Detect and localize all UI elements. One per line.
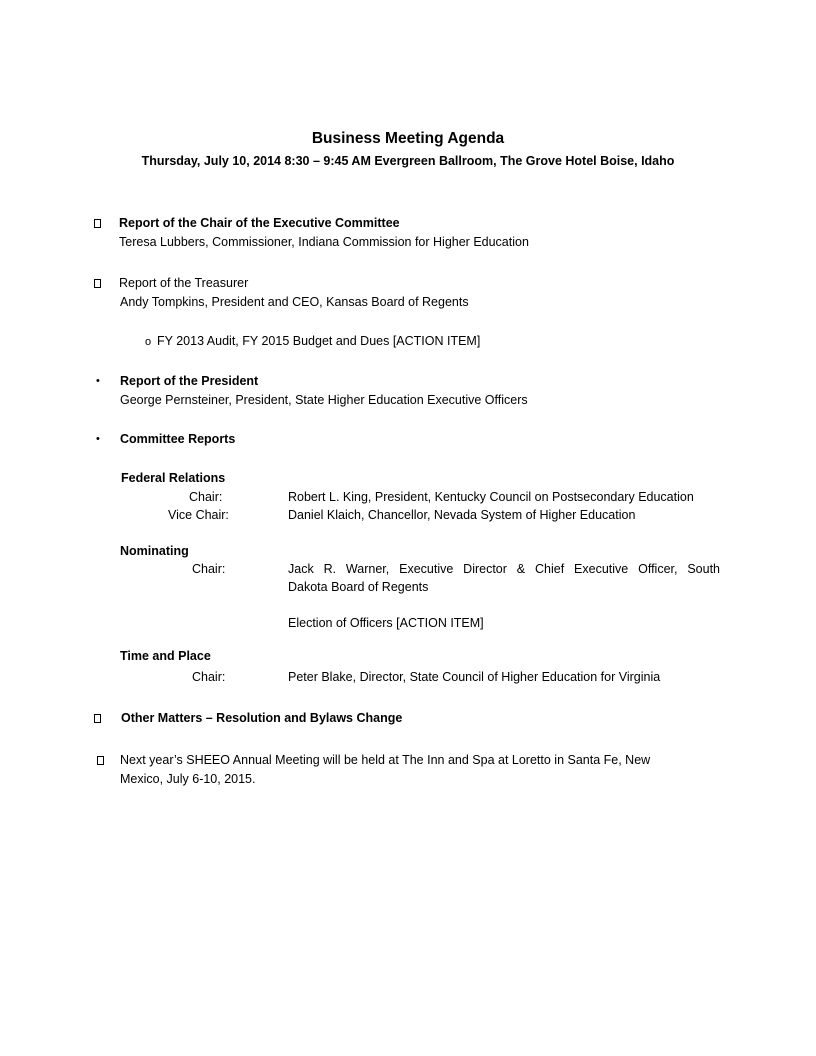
action-item: Election of Officers [ACTION ITEM] [288, 616, 484, 630]
agenda-item-detail: Teresa Lubbers, Commissioner, Indiana Commission for Higher Education [119, 235, 529, 249]
chair-name: Robert L. King, President, Kentucky Council on Postsecondary Education [288, 490, 694, 504]
committee-name: Nominating [120, 544, 189, 558]
agenda-item-heading: Other Matters – Resolution and Bylaws Change [121, 711, 403, 725]
agenda-item-heading: Committee Reports [120, 432, 236, 446]
checkbox-bullet-icon [94, 279, 101, 288]
chair-name: Jack R. Warner, Executive Director & Chief Executive Officer, South [288, 562, 720, 576]
bullet-dot-icon: • [96, 433, 100, 445]
chair-label: Chair: [192, 670, 226, 684]
agenda-note-line: Mexico, July 6-10, 2015. [120, 772, 256, 786]
vice-chair-label: Vice Chair: [168, 508, 229, 522]
committee-name: Time and Place [120, 649, 211, 663]
agenda-item-detail: Andy Tompkins, President and CEO, Kansas Board of Regents [120, 295, 469, 309]
checkbox-bullet-icon [94, 219, 101, 228]
checkbox-bullet-icon [94, 714, 101, 723]
agenda-item-detail: George Pernsteiner, President, State Higher Education Executive Officers [120, 393, 528, 407]
page-title: Business Meeting Agenda [311, 130, 505, 147]
chair-name: Peter Blake, Director, State Council of Higher Education for Virginia [288, 670, 661, 684]
chair-label: Chair: [192, 562, 226, 576]
page-subtitle: Thursday, July 10, 2014 8:30 – 9:45 AM Evergreen Ballroom, The Grove Hotel Boise, Idaho [141, 154, 675, 168]
agenda-item-heading: Report of the Treasurer [119, 276, 249, 290]
chair-label: Chair: [189, 490, 223, 504]
bullet-dot-icon: • [96, 375, 100, 387]
agenda-item-heading: Report of the President [120, 374, 259, 388]
checkbox-bullet-icon [97, 756, 104, 765]
circle-bullet-icon: o [145, 336, 152, 348]
agenda-item-heading: Report of the Chair of the Executive Committee [119, 216, 400, 230]
chair-name-continued: Dakota Board of Regents [288, 580, 429, 594]
agenda-subitem: FY 2013 Audit, FY 2015 Budget and Dues [ACTION ITEM] [157, 334, 481, 348]
committee-name: Federal Relations [121, 471, 226, 485]
vice-chair-name: Daniel Klaich, Chancellor, Nevada System of Higher Education [288, 508, 636, 522]
agenda-note-line: Next year’s SHEEO Annual Meeting will be held at The Inn and Spa at Loretto in Santa Fe, New [120, 753, 651, 767]
